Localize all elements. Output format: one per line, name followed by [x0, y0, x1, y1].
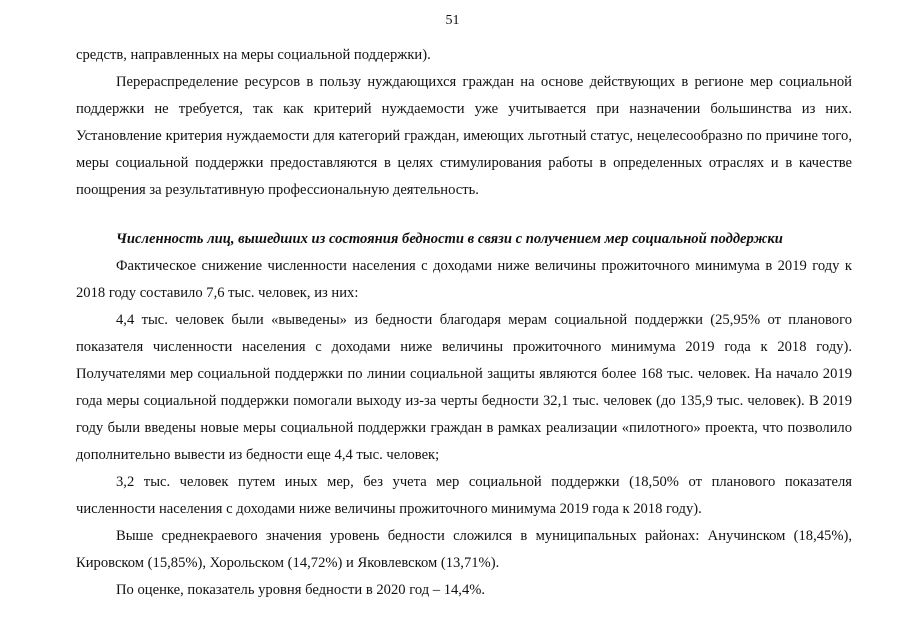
paragraph-social-support: 4,4 тыс. человек были «выведены» из бедности благодаря мерам социальной поддержки (25,95% от планового показателя численности населения с доходами ниже величины прожиточного минимума 2019 года к 2018 году). Получателями мер социальной поддержки по линии социальной защиты являются более 168 тыс. человек. На начало 2019 года меры социальной поддержки помогали выходу из-за черты бедности 32,1 тыс. человек (до 135,9 тыс. человек). В 2019 году были введены новые меры социальной поддержки граждан в рамках реализации «пилотного» проекта, что позволило дополнительно вывести из бедности еще 4,4 тыс. человек;	[76, 312, 852, 463]
paragraph-redistribution: Перераспределение ресурсов в пользу нуждающихся граждан на основе действующих в регионе мер социальной поддержки не требуется, так как критерий нуждаемости уже учитывается при назначении большинства из них. Установление критерия нуждаемости для категорий граждан, имеющих льготный статус, нецелесообразно по причине того, меры социальной поддержки предоставляются в целях стимулирования работы в определенных отраслях и в качестве поощрения за результативную профессиональную деятельность.	[76, 74, 852, 198]
paragraph-other-measures: 3,2 тыс. человек путем иных мер, без учета мер социальной поддержки (18,50% от планового показателя численности населения с доходами ниже величины прожиточного минимума 2019 года к 2018 году).	[76, 474, 852, 517]
paragraph-actual-decrease: Фактическое снижение численности населения с доходами ниже величины прожиточного минимума в 2019 году к 2018 году составило 7,6 тыс. человек, из них:	[76, 258, 852, 301]
page-number: 51	[445, 13, 460, 28]
section-heading: Численность лиц, вышедших из состояния бедности в связи с получением мер социальной поддержки	[116, 231, 783, 247]
paragraph-districts: Выше среднекраевого значения уровень бедности сложился в муниципальных районах: Анучинском (18,45%), Кировском (15,85%), Хорольском (14,72%) и Яковлевском (13,71%).	[76, 528, 852, 571]
document-body	[76, 42, 852, 604]
paragraph-continuation: средств, направленных на меры социальной поддержки).	[76, 47, 431, 63]
paragraph-estimate: По оценке, показатель уровня бедности в 2020 год – 14,4%.	[116, 582, 486, 598]
